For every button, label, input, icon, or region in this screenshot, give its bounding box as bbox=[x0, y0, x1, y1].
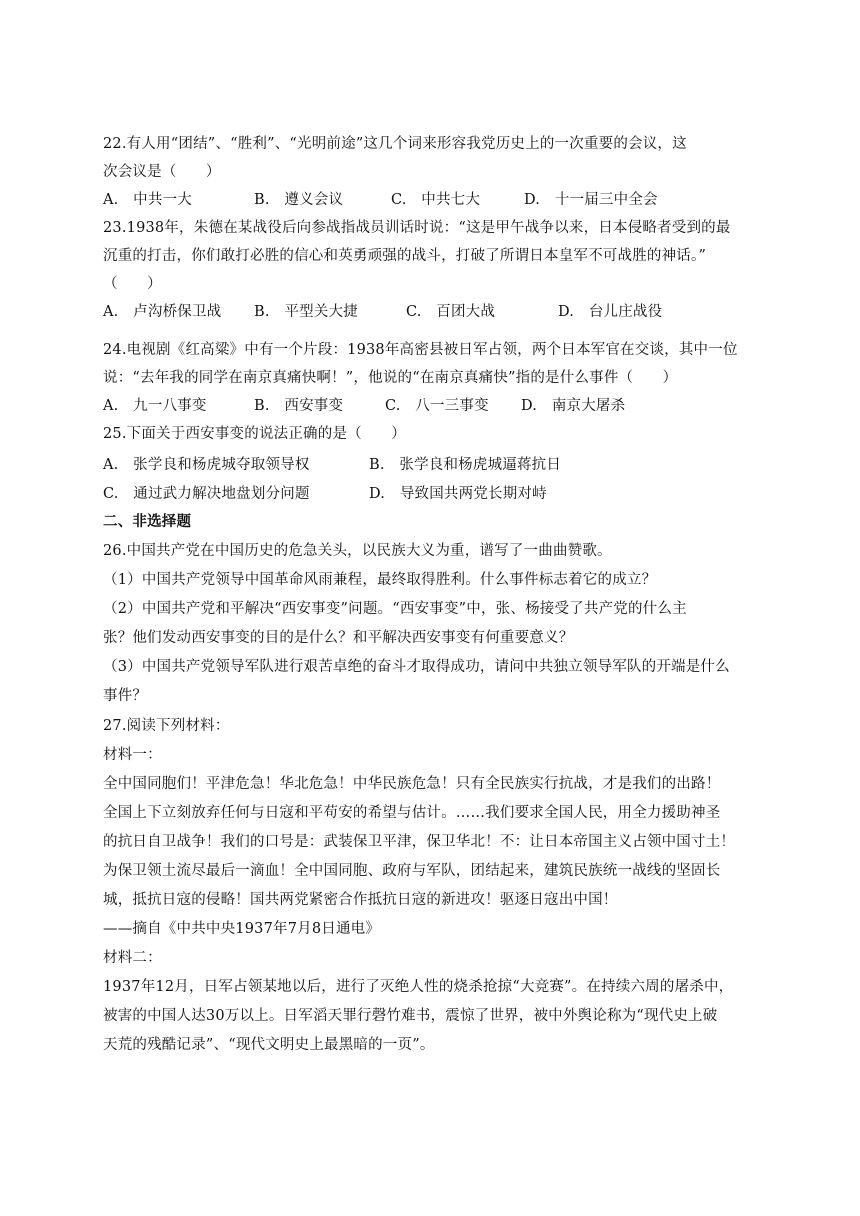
material2-line: 被害的中国人达30万以上。日军滔天罪行磬竹难书，震惊了世界，被中外舆论称为“现代史上破 bbox=[103, 1008, 718, 1024]
q22-option-c: C. 中共七大 bbox=[391, 192, 481, 208]
q23-option-c: C. 百团大战 bbox=[406, 304, 496, 320]
q23-stem-line3: （ ） bbox=[103, 276, 162, 292]
q22-option-d: D. 十一届三中全会 bbox=[524, 192, 658, 208]
q26-sub2-line2: 张？他们发动西安事变的目的是什么？和平解决西安事变有何重要意义？ bbox=[103, 630, 574, 646]
q22-stem-line2: 次会议是（ ） bbox=[103, 164, 221, 180]
q22-option-a: A. 中共一大 bbox=[103, 192, 192, 208]
q23-option-d: D. 台儿庄战役 bbox=[558, 304, 663, 320]
q26-sub1: （1）中国共产党领导中国革命风雨兼程，最终取得胜利。什么事件标志着它的成立？ bbox=[103, 572, 657, 588]
q24-option-c: C. 八一三事变 bbox=[385, 398, 489, 414]
material1-line: 的抗日自卫战争！我们的口号是：武装保卫平津，保卫华北！不：让日本帝国主义占领中国寸土！ bbox=[103, 834, 736, 850]
material1-line: 全中国同胞们！平津危急！华北危急！中华民族危急！只有全民族实行抗战，才是我们的出路！ bbox=[103, 776, 721, 792]
q22-option-b: B. 遵义会议 bbox=[254, 192, 344, 208]
q23-option-b: B. 平型关大捷 bbox=[254, 304, 358, 320]
q22-stem-line1: 22.有人用“团结”、“胜利”、“光明前途”这几个词来形容我党历史上的一次重要的会议，这 bbox=[103, 136, 687, 152]
q24-option-d: D. 南京大屠杀 bbox=[521, 398, 626, 414]
q25-option-d: D. 导致国共两党长期对峙 bbox=[369, 486, 547, 502]
q24-option-b: B. 西安事变 bbox=[254, 398, 344, 414]
material1-line: 为保卫领土流尽最后一滴血！全中国同胞、政府与军队，团结起来，建筑民族统一战线的坚固长 bbox=[103, 863, 721, 879]
material1-line: 全国上下立刻放弃任何与日寇和平苟安的希望与估计。……我们要求全国人民，用全力援助神圣 bbox=[103, 805, 721, 821]
q24-options bbox=[103, 396, 763, 416]
q26-sub2-line1: （2）中国共产党和平解决“西安事变”问题。“西安事变”中，张、杨接受了共产党的什么主 bbox=[103, 601, 687, 617]
q25-options-row2 bbox=[103, 484, 763, 504]
q24-stem-line1: 24.电视剧《红高粱》中有一个片段：1938年高密县被日军占领，两个日本军官在交谈，其中一位 bbox=[103, 342, 738, 358]
q25-option-c: C. 通过武力解决地盘划分问题 bbox=[103, 486, 310, 502]
q23-options bbox=[103, 302, 763, 322]
q26-stem: 26.中国共产党在中国历史的危急关头，以民族大义为重，谱写了一曲曲赞歌。 bbox=[103, 543, 612, 559]
q24-option-a: A. 九一八事变 bbox=[103, 398, 207, 414]
material2-line: 1937年12月，日军占领某地以后，进行了灭绝人性的烧杀抢掠“大竞赛”。在持续六周的屠杀中， bbox=[103, 979, 734, 995]
material1-label: 材料一： bbox=[103, 747, 162, 763]
q26-sub3-line1: （3）中国共产党领导军队进行艰苦卓绝的奋斗才取得成功，请问中共独立领导军队的开端是什么 bbox=[103, 659, 730, 675]
q25-option-a: A. 张学良和杨虎城夺取领导权 bbox=[103, 457, 310, 473]
material1-line: 城，抵抗日寇的侵略！国共两党紧密合作抵抗日寇的新进攻！驱逐日寇出中国！ bbox=[103, 892, 618, 908]
q23-option-a: A. 卢沟桥保卫战 bbox=[103, 304, 222, 320]
material2-line: 天荒的残酷记录”、“现代文明史上最黑暗的一页”。 bbox=[103, 1037, 435, 1053]
q25-option-b: B. 张学良和杨虎城逼蒋抗日 bbox=[369, 457, 562, 473]
q23-stem-line2: 沉重的打击，你们敢打必胜的信心和英勇顽强的战斗，打破了所谓日本皇军不可战胜的神话。” bbox=[103, 248, 707, 264]
q22-options bbox=[103, 190, 763, 210]
q25-options-row1 bbox=[103, 455, 763, 475]
q26-sub3-line2: 事件？ bbox=[103, 688, 148, 704]
q25-stem: 25.下面关于西安事变的说法正确的是（ ） bbox=[103, 426, 406, 442]
q24-stem-line2: 说：“去年我的同学在南京真痛快啊！”，他说的“在南京真痛快”指的是什么事件（ ） bbox=[103, 370, 678, 386]
material1-source: ——摘自《中共中央1937年7月8日通电》 bbox=[103, 921, 381, 937]
material2-label: 材料二： bbox=[103, 950, 162, 966]
section2-title: 二、非选择题 bbox=[103, 513, 192, 530]
q23-stem-line1: 23.1938年，朱德在某战役后向参战指战员训话时说：“这是甲午战争以来，日本侵略者受到的最 bbox=[103, 220, 731, 236]
q27-stem: 27.阅读下列材料： bbox=[103, 718, 230, 734]
